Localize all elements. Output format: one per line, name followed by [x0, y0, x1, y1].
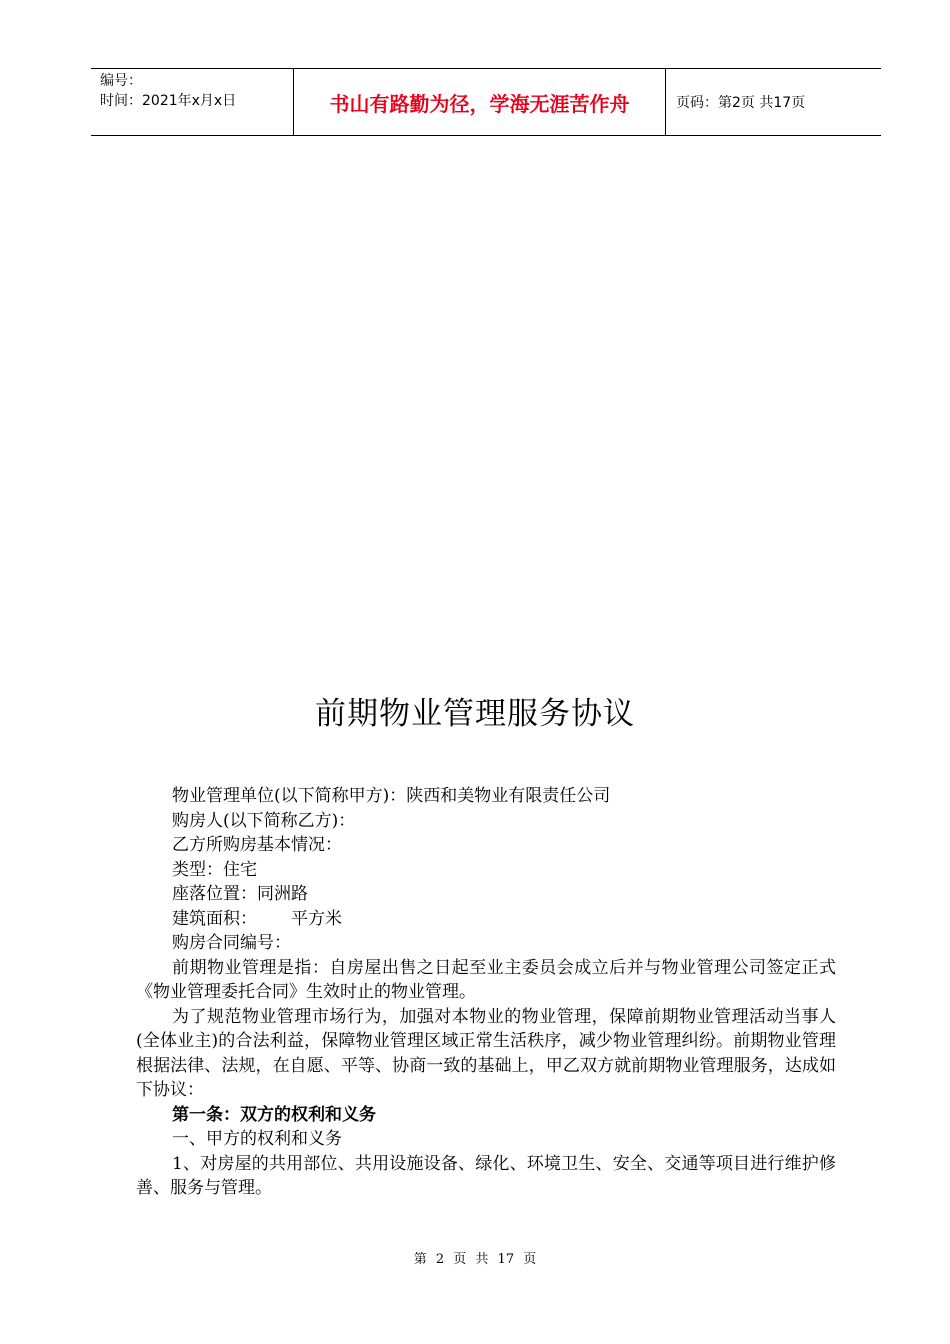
area-line	[136, 907, 836, 932]
article-1-heading: 第一条：双方的权利和义务	[172, 1104, 376, 1125]
type-line: 类型：住宅	[172, 859, 257, 880]
page-footer: 第 2 页 共 17 页	[413, 1252, 537, 1267]
party-a-line: 物业管理单位(以下简称甲方)：陕西和美物业有限责任公司	[172, 786, 611, 806]
area-unit: 平方米	[291, 908, 342, 929]
purpose-paragraph: 为了规范物业管理市场行为，加强对本物业的物业管理，保障前期物业管理活动当事人(全体业主)的合法利益，保障物业管理区域正常生活秩序，减少物业管理纠纷。前期物业管理根据法律、法规，在自愿、平等、协商一致的基础上，甲乙双方就前期物业管理服务，达成如下协议：	[136, 1006, 836, 1100]
document-body	[136, 784, 836, 1201]
header-number-label: 编号：	[100, 73, 142, 89]
header-bottom-rule	[91, 135, 881, 136]
item-1-paragraph: 1、对房屋的共用部位、共用设施设备、绿化、环境卫生、安全、交通等项目进行维护修善、服务与管理。	[136, 1153, 836, 1198]
header-divider-right	[665, 68, 666, 135]
contract-number-line: 购房合同编号：	[172, 933, 291, 953]
location-line: 座落位置：同洲路	[172, 884, 308, 904]
house-info-line: 乙方所购房基本情况：	[172, 835, 342, 855]
header-page-label: 页码：第2页 共17页	[676, 95, 806, 111]
header-meta	[100, 71, 236, 111]
header-motto: 书山有路勤为径，学海无涯苦作舟	[329, 92, 630, 116]
area-label: 建筑面积：	[172, 908, 257, 929]
document-title: 前期物业管理服务协议	[315, 696, 635, 732]
definition-paragraph: 前期物业管理是指：自房屋出售之日起至业主委员会成立后并与物业管理公司签定正式《物业管理委托合同》生效时止的物业管理。	[136, 957, 836, 1002]
party-b-line: 购房人(以下简称乙方)：	[172, 810, 356, 831]
header-top-rule	[91, 68, 881, 69]
section-a-heading: 一、甲方的权利和义务	[172, 1129, 342, 1149]
header-time-label: 时间：2021年x月x日	[100, 93, 237, 109]
